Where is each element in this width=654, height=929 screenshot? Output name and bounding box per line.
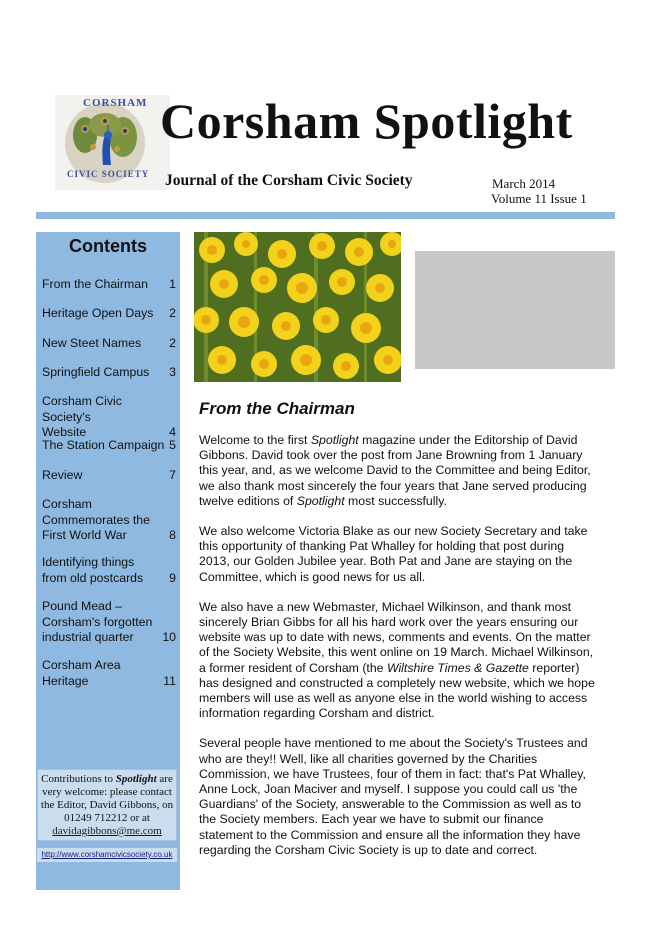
toc-label: Springfield Campus [42, 365, 150, 379]
issue-volume: Volume 11 Issue 1 [491, 191, 587, 206]
issue-date: March 2014 [492, 176, 556, 191]
society-logo [55, 95, 170, 190]
header-rule [36, 212, 615, 219]
toc-page: 3 [169, 365, 176, 379]
toc-item[interactable] [42, 555, 176, 586]
toc-page: 9 [169, 570, 176, 585]
toc-item[interactable] [42, 658, 176, 689]
toc-page: 1 [169, 277, 176, 291]
toc-label: The Station Campaign [42, 438, 165, 452]
website-url-link[interactable]: http://www.corshamcivicsociety.co.uk [37, 848, 177, 862]
daffodils-photo [194, 232, 401, 382]
contrib-spotlight: Spotlight [115, 773, 157, 785]
toc-label: New Steet Names [42, 336, 142, 350]
toc-item[interactable] [42, 438, 176, 454]
toc-item[interactable] [42, 599, 176, 646]
toc-item[interactable] [42, 468, 176, 484]
toc-label: Review [42, 468, 83, 482]
contents-sidebar [36, 232, 180, 890]
toc-label: Heritage Open Days [42, 306, 154, 320]
toc-page: 8 [169, 528, 176, 542]
contrib-text-2: are very welcome: please contact the Editor, David Gibbons, on 01249 712212 or at [40, 773, 174, 824]
toc-label: Pound Mead – Corsham's forgotten industrial quarter [42, 599, 153, 644]
editor-email-link[interactable]: davidagibbons@me.com [52, 825, 162, 837]
toc-item[interactable] [42, 365, 176, 381]
toc-label: Corsham Commemorates the First World War [42, 497, 150, 542]
toc-item[interactable] [42, 394, 176, 441]
image-placeholder [415, 251, 615, 369]
contrib-text-1: Contributions to [41, 773, 116, 785]
toc-item[interactable] [42, 336, 176, 352]
toc-label: Corsham Civic Society's Website [42, 394, 122, 439]
article-paragraph: We also have a new Webmaster, Michael Wilkinson, and thank most sincerely Brian Gibbs for all his hard work over the years ensuring our website was up to date with news, comments and events. On the matter of the Society Website, this went online on 19 March. Michael Wilkinson, a former resident of Corsham (the Wiltshire Times & Gazette reporter) has designed and constructed a completely new website, which we hope members will use as well as anyone else in the world wishing to access information regarding Corsham and district. [199, 599, 595, 721]
toc-label: Corsham Area Heritage [42, 658, 121, 688]
journal-subtitle: Journal of the Corsham Civic Society [165, 172, 413, 189]
logo-text-top: CORSHAM [83, 97, 148, 109]
article-body [199, 433, 597, 873]
article-heading: From the Chairman [199, 399, 355, 418]
toc-item[interactable] [42, 497, 176, 544]
toc-page: 2 [169, 336, 176, 350]
toc-page: 2 [169, 306, 176, 320]
article-paragraph: Several people have mentioned to me about the Society's Trustees and who are they!! Well, like all charities governed by the Charities Commission, we have Trustees, four of them in fact: that's Pat Whalley, Anne Lock, Joan Maciver and myself. I suppose you could call us 'the Guardians' of the Society, answerable to the Commission as well as to the Society members. Each year we have to submit our finance statement to the Commission and ensure all the information they have regarding the Corsham Civic Society is up to date and correct. [199, 736, 588, 857]
journal-title: Corsham Spotlight [160, 93, 573, 149]
toc-page: 10 [162, 630, 176, 644]
article-paragraph: Welcome to the first Spotlight magazine under the Editorship of David Gibbons. David took over the post from Jane Browning from 1 January this year, and, as we welcome David to the Committee and being Editor, we also thank most sincerely the four years that Jane served producing twelve editions of Spotlight most successfully. [199, 433, 591, 508]
toc-page: 5 [169, 438, 176, 452]
toc-page: 7 [169, 468, 176, 482]
contents-heading: Contents [69, 236, 147, 256]
article-paragraph: We also welcome Victoria Blake as our new Society Secretary and take this opportunity of thanking Pat Whalley for holding that post during 2013, our Golden Jubilee year. Both Pat and Jane are staying on the Committee, which is good news for us all. [199, 524, 588, 584]
toc-label: Identifying things from old postcards [42, 555, 144, 585]
contributions-box [37, 769, 177, 841]
toc-page: 11 [163, 673, 176, 688]
toc-item[interactable] [42, 306, 176, 322]
toc-label: From the Chairman [42, 277, 148, 291]
toc-item[interactable] [42, 277, 176, 293]
toc-page: 4 [169, 425, 176, 439]
logo-text-bottom: CIVIC SOCIETY [67, 169, 150, 179]
